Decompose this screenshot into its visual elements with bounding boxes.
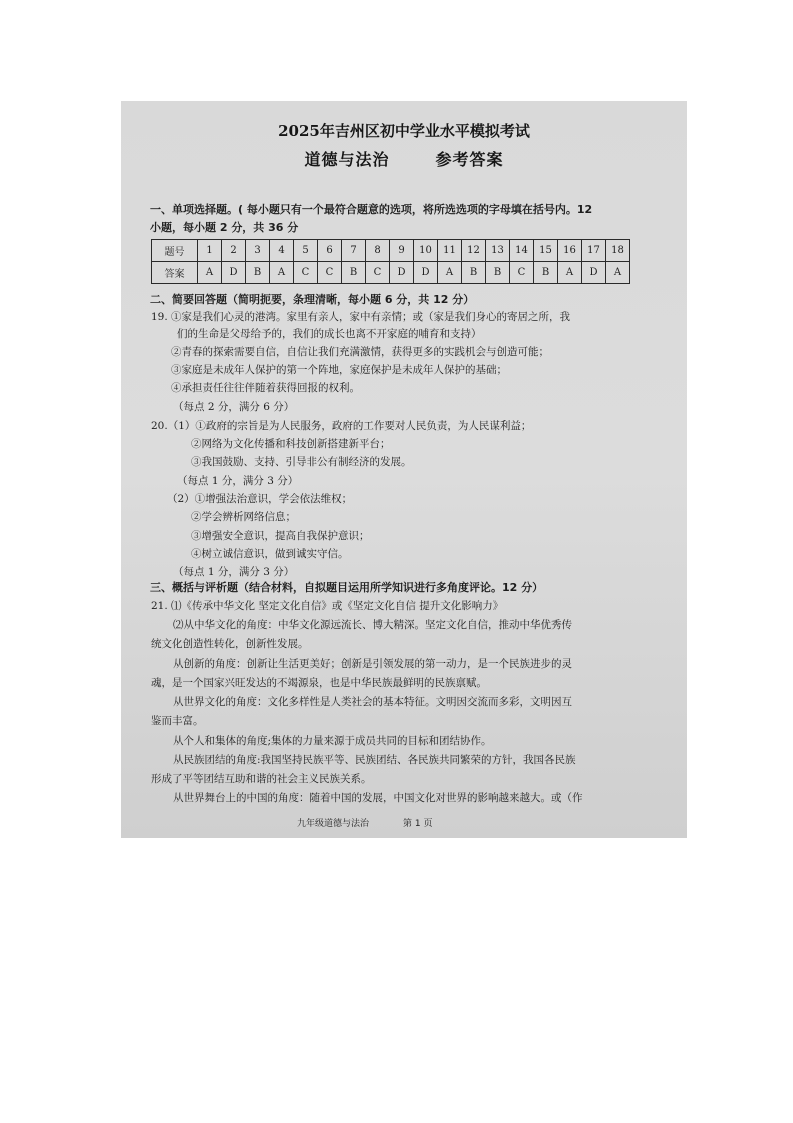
question-number: 5 [294,240,318,262]
table-row-numbers [152,240,630,262]
answer-line: 从创新的角度：创新让生活更美好；创新是引领发展的第一动力，是一个民族进步的灵 [173,658,572,670]
question-number: 9 [390,240,414,262]
question-number: 4 [270,240,294,262]
row-label-number: 题号 [152,240,198,262]
score-note: （每点 2 分，满分 6 分） [173,401,295,413]
question-number: 1 [198,240,222,262]
answer-line: ④承担责任往往伴随着获得回报的权利。 [171,382,360,394]
answer-line: 从个人和集体的角度;集体的力量来源于成员共同的目标和团结协作。 [173,735,492,747]
answer-line: ②学会辨析网络信息； [191,511,296,523]
answer-line: 形成了平等团结互助和谐的社会主义民族关系。 [151,773,372,785]
question-number: 17 [582,240,606,262]
answer-line: ②网络为文化传播和科技创新搭建新平台； [191,438,391,450]
answer-sheet [121,101,687,838]
answer-cell: A [270,262,294,284]
answer-cell: A [198,262,222,284]
question-number: 12 [462,240,486,262]
answer-cell: A [438,262,462,284]
score-note: （每点 1 分，满分 3 分） [177,475,299,487]
answer-line: 19. ①家是我们心灵的港湾。家里有亲人，家中有亲情；或（家是我们身心的寄居之所，我 [151,311,571,323]
answer-line: 从民族团结的角度:我国坚持民族平等、民族团结、各民族共同繁荣的方针，我国各民族 [173,754,576,766]
page-number: 第 1 页 [403,819,433,829]
answer-line: 统文化创造性转化，创新性发展。 [151,638,309,650]
answer-cell: B [486,262,510,284]
answer-line: （2）①增强法治意识，学会依法维权； [167,493,353,505]
table-row-answers [152,262,630,284]
question-number: 2 [222,240,246,262]
question-number: 6 [318,240,342,262]
answer-line: ④树立诚信意识，做到诚实守信。 [191,548,349,560]
question-number: 10 [414,240,438,262]
exam-subtitle [121,147,687,170]
answer-line: ③我国鼓励、支持、引导非公有制经济的发展。 [191,456,412,468]
answer-line: 魂，是一个国家兴旺发达的不竭源泉，也是中华民族最鲜明的民族禀赋。 [151,677,487,689]
answer-cell: D [414,262,438,284]
answer-line: 从世界舞台上的中国的角度：随着中国的发展，中国文化对世界的影响越来越大。或（作 [173,792,583,804]
answer-line: ②青春的探索需要自信，自信让我们充满激情，获得更多的实践机会与创造可能； [171,346,549,358]
section3-heading: 三、概括与评析题（结合材料，自拟题目运用所学知识进行多角度评论。12 分） [150,581,544,594]
question-number: 18 [606,240,630,262]
question-number: 13 [486,240,510,262]
answer-line: 20.（1）①政府的宗旨是为人民服务，政府的工作要对人民负责，为人民谋利益； [151,420,532,432]
question-number: 14 [510,240,534,262]
answer-cell: D [582,262,606,284]
answer-cell: B [342,262,366,284]
answer-cell: A [558,262,582,284]
answer-line: 21. ⑴《传承中华文化 坚定文化自信》或《坚定文化自信 提升文化影响力》 [151,600,504,612]
answer-cell: A [606,262,630,284]
document-photo [121,101,687,838]
answer-line: ③家庭是未成年人保护的第一个阵地，家庭保护是未成年人保护的基础； [171,364,507,376]
question-number: 8 [366,240,390,262]
answer-line: 从世界文化的角度：文化多样性是人类社会的基本特征。文明因交流而多彩，文明因互 [173,696,572,708]
answer-cell: D [390,262,414,284]
answer-cell: C [318,262,342,284]
answer-cell: C [510,262,534,284]
subject-label: 道德与法治 [304,150,390,169]
question-number: 3 [246,240,270,262]
question-number: 11 [438,240,462,262]
section2-heading: 二、简要回答题（简明扼要，条理清晰，每小题 6 分，共 12 分） [150,293,475,306]
answer-cell: B [246,262,270,284]
question-number: 7 [342,240,366,262]
row-label-answer: 答案 [152,262,198,284]
answer-table [151,239,630,284]
answer-cell: D [222,262,246,284]
exam-title: 2025年吉州区初中学业水平模拟考试 [278,122,530,140]
answer-cell: C [366,262,390,284]
answer-line: ⑵从中华文化的角度：中华文化源远流长、博大精深。坚定文化自信，推动中华优秀传 [173,619,572,631]
page-footer [297,816,432,829]
answer-cell: B [534,262,558,284]
question-number: 16 [558,240,582,262]
answer-line: 鉴而丰富。 [151,715,204,727]
answer-line: 们的生命是父母给予的，我们的成长也离不开家庭的哺育和支持） [177,328,482,340]
answer-line: ③增强安全意识，提高自我保护意识； [191,530,370,542]
question-number: 15 [534,240,558,262]
score-note: （每点 1 分，满分 3 分） [173,566,295,578]
answer-cell: C [294,262,318,284]
footer-subject: 九年级道德与法治 [297,819,370,829]
answer-cell: B [462,262,486,284]
section1-heading: 一、单项选择题。( 每小题只有一个最符合题意的选项，将所选选项的字母填在括号内。12 小题，每小题 2 分，共 36 分 [150,203,593,234]
answer-key-label: 参考答案 [435,150,504,169]
